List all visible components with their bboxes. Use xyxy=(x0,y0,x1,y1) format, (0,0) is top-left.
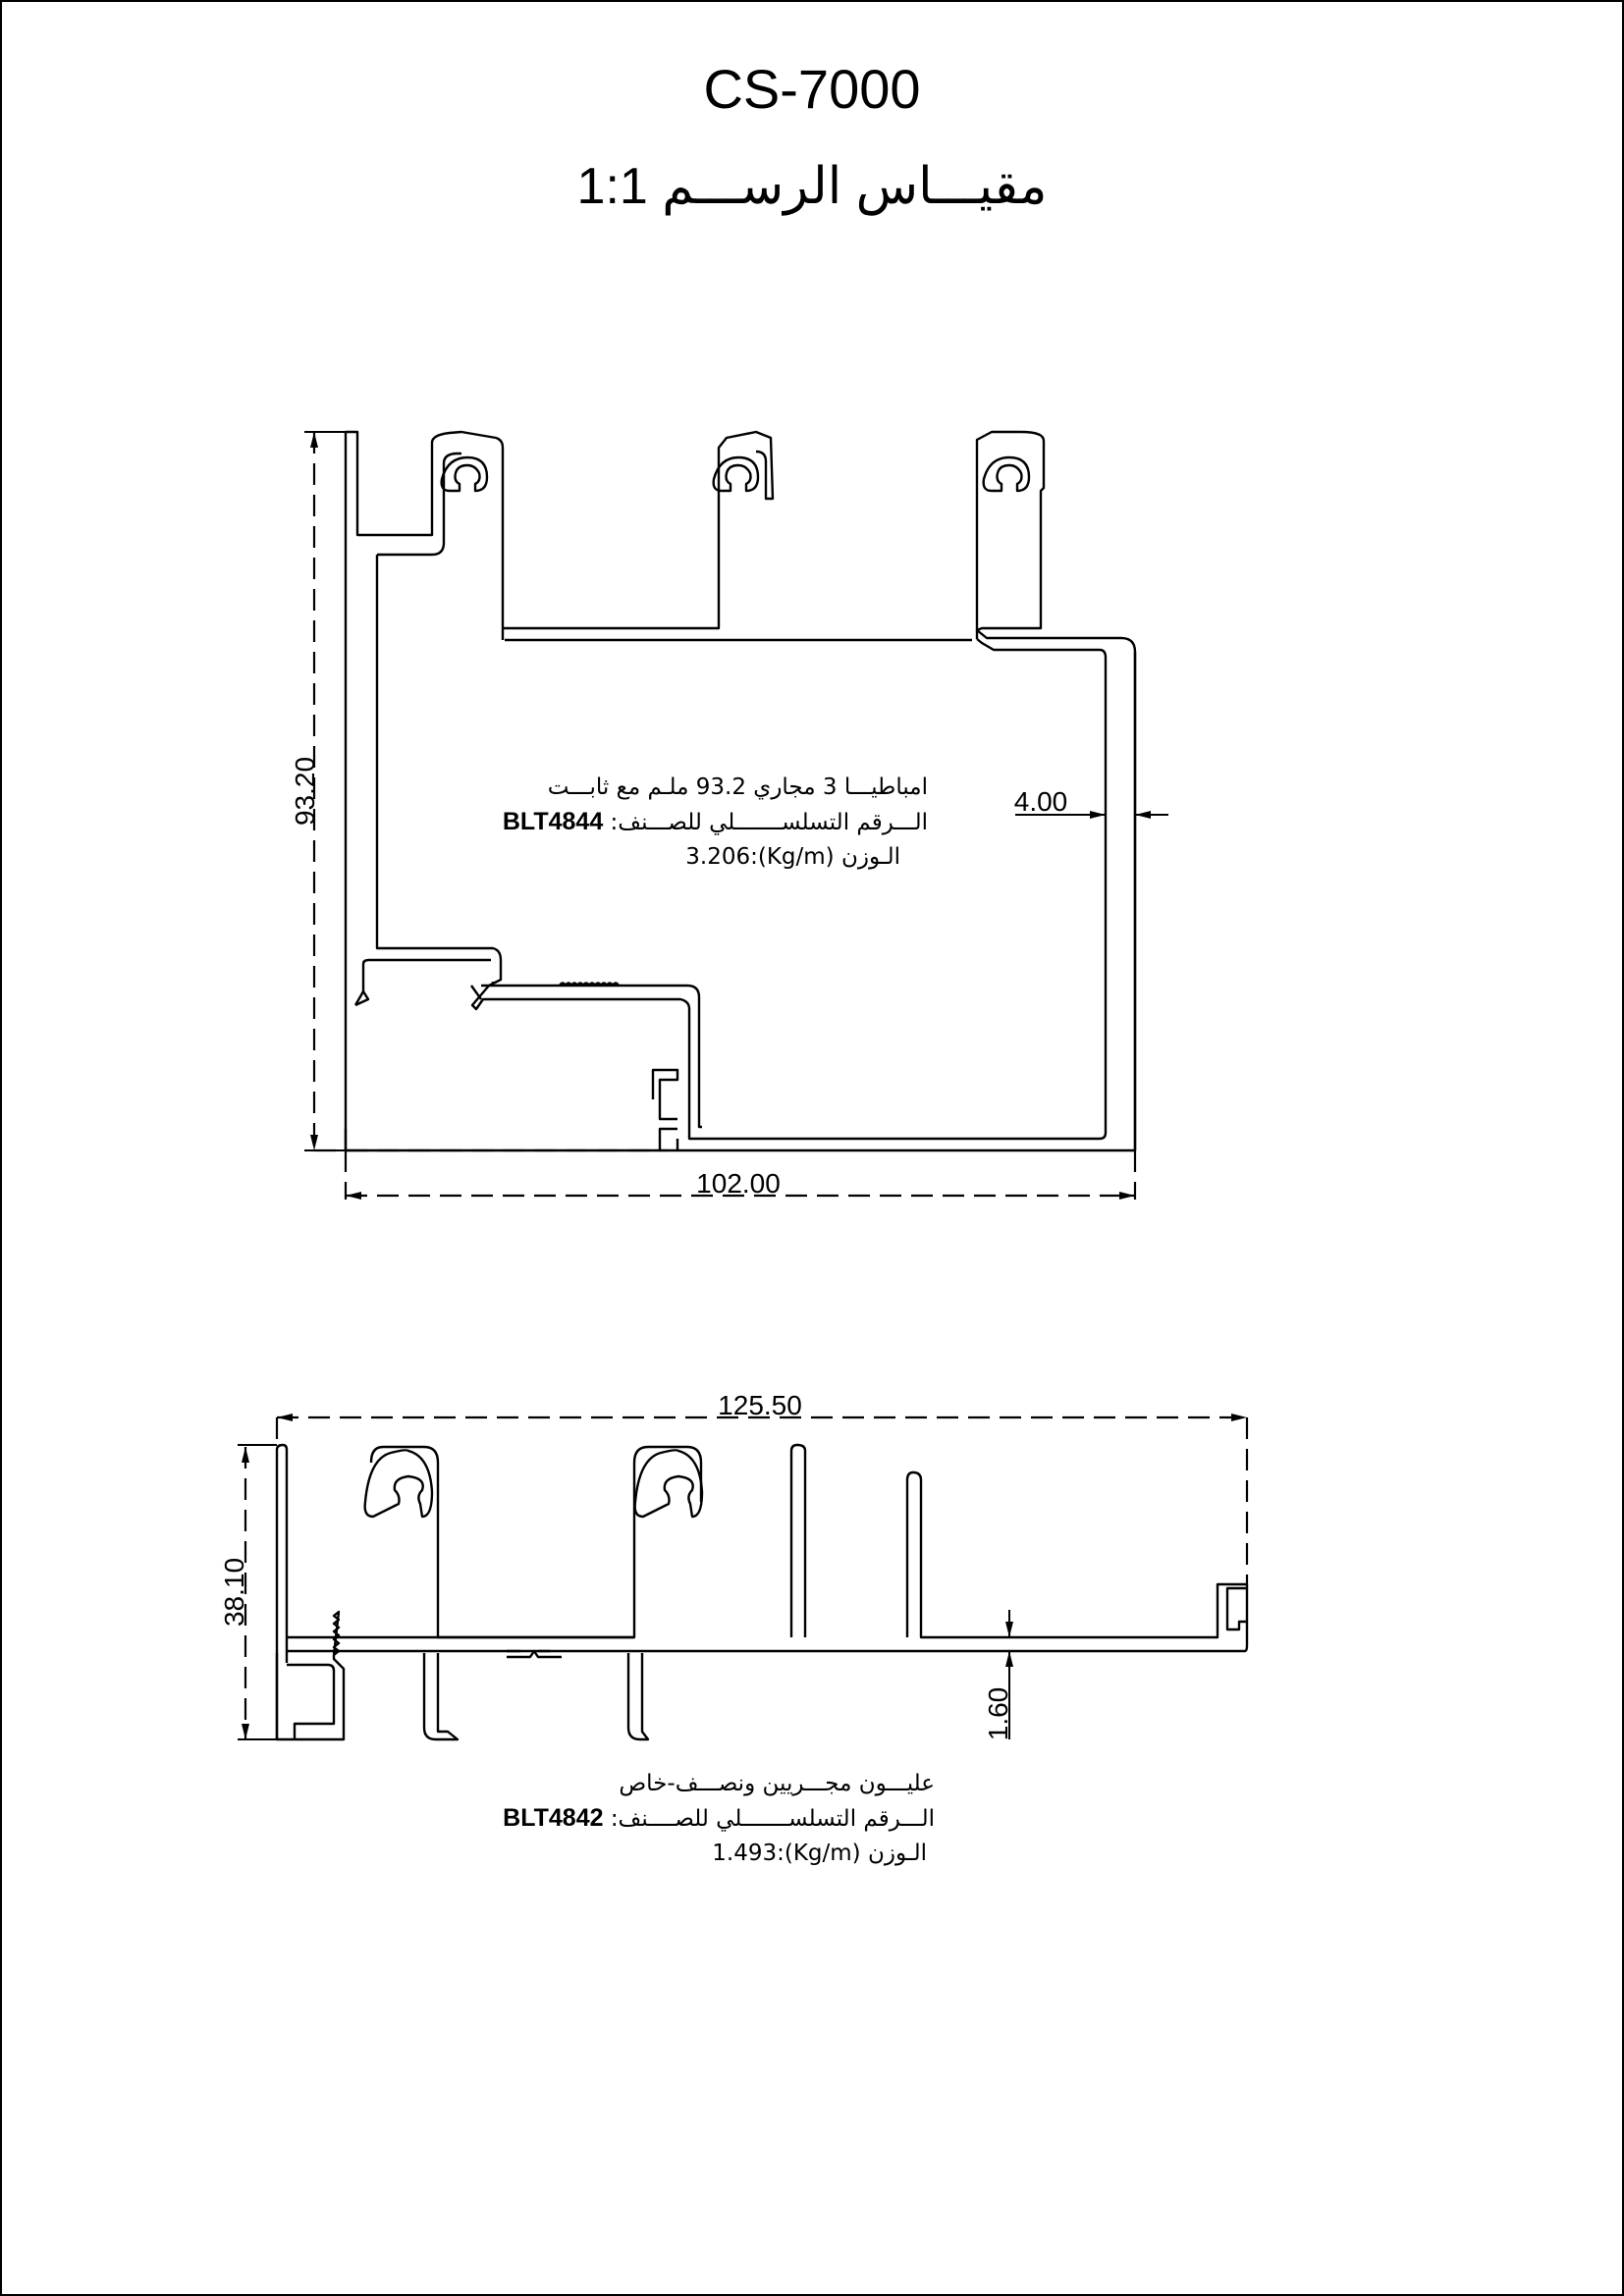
profile-1-serial-label: الـــرقم التسلســـــــلي للصـــنف: xyxy=(610,810,928,835)
drawing-scale: مقيـــاس الرســـم 1:1 xyxy=(576,158,1048,215)
profile-1-description: امباطيـــا 3 مجاري 93.2 ملـم مع ثابـــت xyxy=(547,774,928,800)
profile-2-serial-label: الـــرقم التسلســـــــلي للصــــنف: xyxy=(610,1806,935,1832)
profile-1-weight-value: 3.206:(Kg/m) xyxy=(685,844,835,870)
dim-height-profile-2: 38.10 xyxy=(219,1557,249,1628)
dimension-dashed-lines xyxy=(245,432,1247,1739)
dimension-arrows xyxy=(242,432,1247,1739)
dim-wall-profile-2: 1.60 xyxy=(983,1686,1013,1741)
profile-1-serial-row xyxy=(471,805,928,840)
profile-blt4844-hooks xyxy=(442,457,1029,491)
dim-height-profile-1: 93.20 xyxy=(290,756,320,827)
profile-1-info xyxy=(471,771,928,875)
profile-2-serial-code: BLT4842 xyxy=(503,1804,604,1832)
profile-2-weight-row xyxy=(481,1837,935,1871)
profile-1-weight-label: الـوزن xyxy=(840,844,900,870)
profile-1-weight-row xyxy=(471,840,928,875)
profile-1-serial-code: BLT4844 xyxy=(502,808,604,835)
profile-2-description: عليـــون مجـــريين ونصـــف-خاص xyxy=(619,1771,935,1796)
drawing-title: CS-7000 xyxy=(703,58,921,120)
sheet-border xyxy=(1,1,1623,2295)
dim-width-profile-2: 125.50 xyxy=(718,1390,802,1420)
profile-2-info xyxy=(481,1767,935,1871)
dim-width-profile-1: 102.00 xyxy=(696,1168,781,1199)
profile-2-weight-value: 1.493:(Kg/m) xyxy=(712,1841,861,1866)
profile-blt4842-hooks xyxy=(365,1450,702,1517)
profile-2-weight-label: الـوزن xyxy=(867,1841,927,1866)
dim-wall-profile-1: 4.00 xyxy=(1013,786,1068,817)
profile-2-serial-row xyxy=(481,1801,935,1837)
